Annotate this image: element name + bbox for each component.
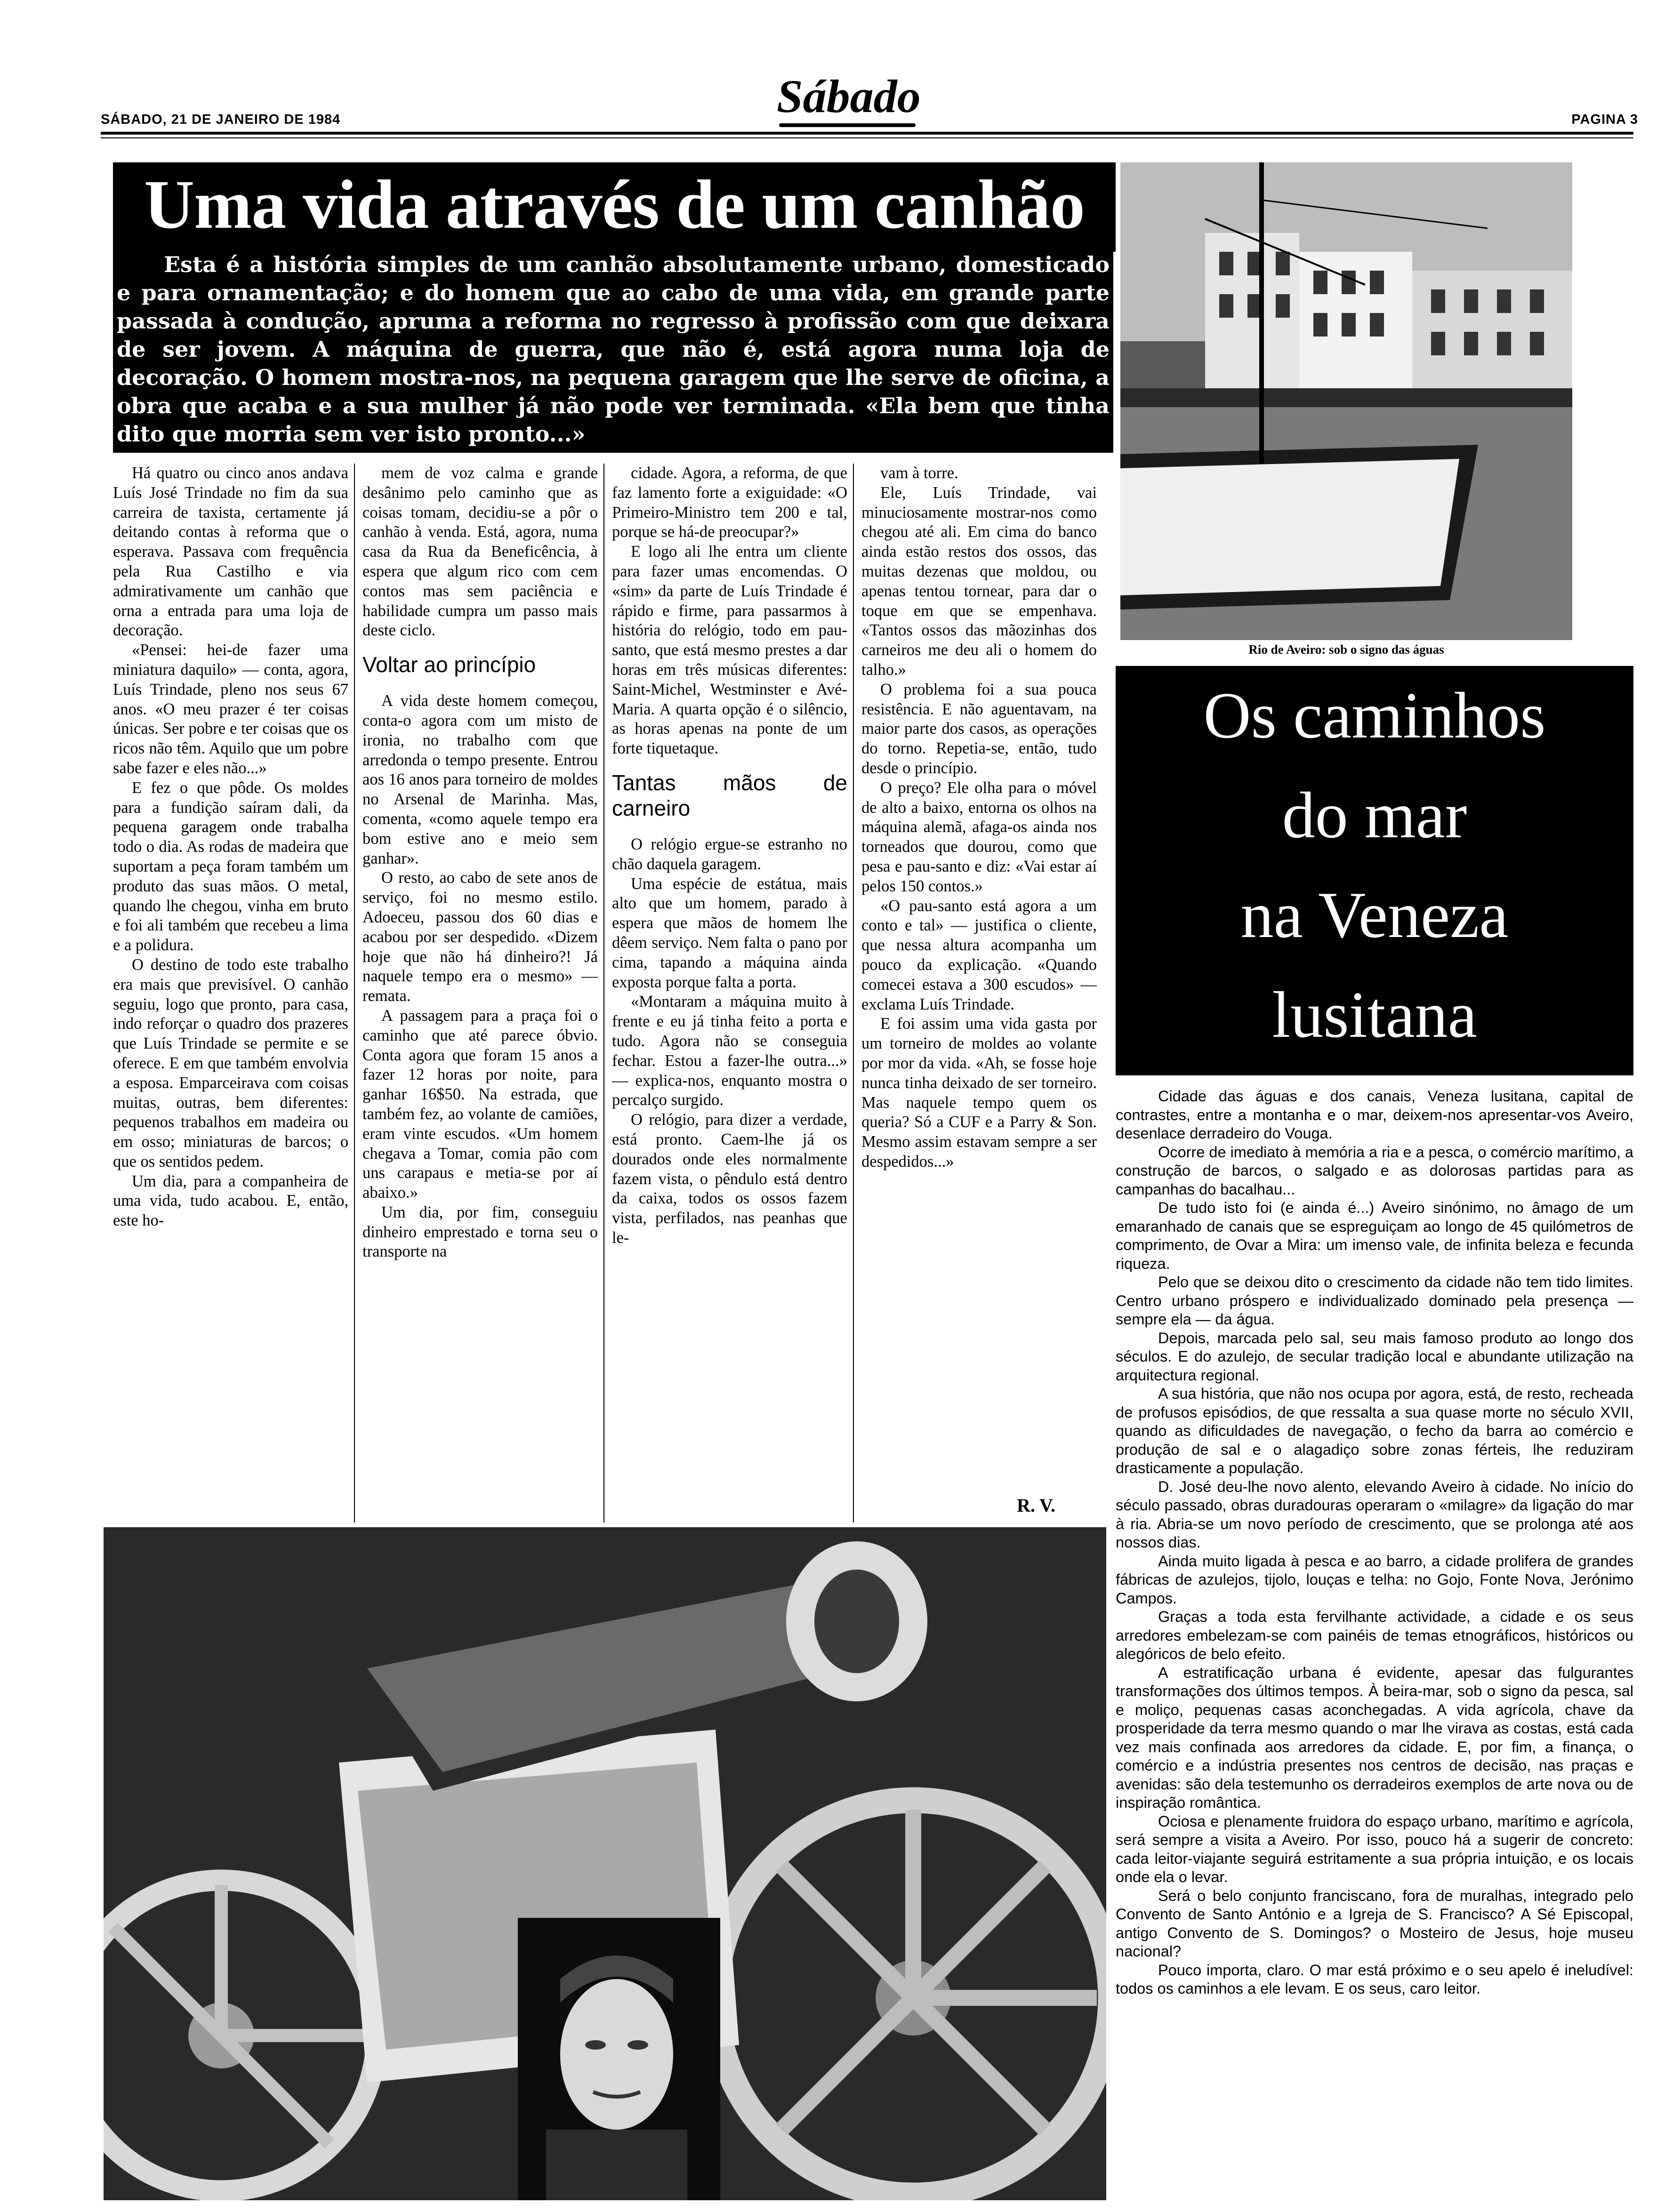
article2-title (1116, 666, 1633, 1065)
cannon-illustration (104, 1527, 1106, 2200)
paragraph: Ainda muito ligada à pesca e ao barro, a cidade prolifera de grandes fábricas de azulejos, tijolo, louças e telha: no Gojo, Fonte Nova, Jerónimo Campos. (1116, 1552, 1633, 1607)
paragraph: «Pensei: hei-de fazer uma miniatura daquilo» — conta, agora, Luís Trindade, pleno nos seus 67 anos. «O meu prazer é ter coisas únicas. Ser pobre e ter coisas que os ricos não têm. Aquilo que um pobre sabe fazer e eles não...» (113, 641, 348, 777)
paragraph: Pelo que se deixou dito o crescimento da cidade não tem tido limites. Centro urbano próspero e individualizado dominado pela presença — sempre ela — da água. (1116, 1274, 1633, 1328)
paragraph: Depois, marcada pelo sal, seu mais famoso produto ao longo dos séculos. E do azulejo, de secular tradição local e abundante utilização na arquitectura regional. (1116, 1329, 1633, 1384)
issue-date: SÁBADO, 21 DE JANEIRO DE 1984 (101, 112, 341, 127)
article-title: Uma vida através de um canhão (144, 166, 1085, 243)
title-line: lusitana (1272, 978, 1477, 1051)
paragraph: «O pau-santo está agora a um conto e tal» — justifica o cliente, que nessa altura acompanha um pouco da explicação. «Quando comecei estava a 300 escudos» — exclama Luís Trindade. (861, 897, 1097, 1013)
paragraph: O resto, ao cabo de sete anos de serviço, foi no mesmo estilo. Adoeceu, passou dos 60 dias e acabou por ser despedido. «Dizem hoje que não há dinheiro?! Já naquele tempo era o mesmo» — remata. (362, 869, 598, 1005)
paragraph: A sua história, que não nos ocupa por agora, está, de resto, recheada de profusos episódios, de que ressalta a sua quase morte no século XVII, quando as dificuldades de navegação, o fecho da barra ao comércio e produção de sal e o alagadiço sobre zonas férteis, lhe reduziram drasticamente a população. (1116, 1385, 1633, 1476)
subheading: Tantas mãos de carneiro (612, 770, 847, 820)
paragraph: E fez o que pôde. Os moldes para a fundição saíram dali, da pequena garagem onde trabalha todo o dia. As rodas de madeira que suportam a peça foram também um produto das suas mãos. O metal, quando lhe chegou, vinha em bruto e foi ali também que recebeu a lima e a polidura. (113, 778, 348, 954)
paragraph: E logo ali lhe entra um cliente para fazer umas encomendas. O «sim» da parte de Luís Trindade é rápido e firme, para passarmos à história do relógio, todo em pau-santo, que está mesmo prestes a dar horas em três músicas diferentes: Saint-Michel, Westminster e Avé-Maria. A quarta opção é o silêncio, as horas apenas na ponte de um forte tiquetaque. (612, 543, 847, 758)
aveiro-harbor-photo (1120, 162, 1572, 640)
header-rule-thin (101, 137, 1633, 138)
author-signature: R. V. (1017, 1495, 1055, 1516)
column-rule (853, 464, 854, 1523)
paragraph: E foi assim uma vida gasta por um torneiro de moldes ao volante por mor da vida. «Ah, se fosse hoje nunca tinha deixado de ser torneiro. Mas naquele tempo quem os queria? Só a CUF e a Parry & Son. Mesmo assim estavam sempre a ser despedidos...» (861, 1015, 1097, 1170)
paragraph: Graças a toda esta fervilhante actividade, a cidade e os seus arredores embelezam-se com painéis de temas etnográficos, históricos ou alegóricos de belo efeito. (1116, 1608, 1633, 1662)
paragraph: mem de voz calma e grande desânimo pelo caminho que as coisas tomam, decidiu-se a pôr o canhão à venda. Está, agora, numa casa da Rua da Beneficência, à espera que algum rico com cem contos mas sem paciência e habilidade cumpra um passo mais deste ciclo. (362, 464, 598, 640)
paragraph: Há quatro ou cinco anos andava Luís José Trindade no fim da sua carreira de taxista, certamente já deitando contas à reforma que o esperava. Passava com frequência pela Rua Castilho e via admirativamente um canhão que orna a entrada para uma loja de decoração. (113, 464, 348, 640)
title-line: Os caminhos (1203, 679, 1546, 752)
paragraph: O relógio, para dizer a verdade, está pronto. Caem-lhe já os dourados onde eles normalmente fazem vista, o pêndulo está dentro da caixa, todos os ossos fazem vista, perfilados, nas peanhas que le- (612, 1111, 847, 1247)
cannon-workshop-photo (104, 1527, 1106, 2200)
aveiro-harbor-illustration (1120, 162, 1572, 640)
column-rule (603, 464, 604, 1523)
paragraph: Cidade das águas e dos canais, Veneza lusitana, capital de contrastes, entre a montanha e o mar, deixem-nos apresentar-vos Aveiro, desenlace derradeiro do Vouga. (1116, 1088, 1633, 1142)
paragraph: A vida deste homem começou, conta-o agora com um misto de ironia, no trabalho com que arredonda o tempo presente. Entrou aos 16 anos para torneiro de moldes no Arsenal de Marinha. Mas, comenta, «como aquele tempo era bom estive ano e meio sem ganhar». (362, 692, 598, 867)
paragraph: O destino de todo este trabalho era mais que previsível. O canhão seguiu, logo que pronto, para casa, indo reforçar o quadro dos prazeres que Luís Trindade se permite e se oferece. E em que também envolvia a esposa. Emparceirava com coisas muitas, outras, bem diferentes: pequenos trabalhos em madeira ou em osso; miniaturas de barcos; o que os sentidos pedem. (113, 955, 348, 1170)
paragraph: Uma espécie de estátua, mais alto que um homem, parado à espera que mãos de homem lhe dêem serviço. Nem falta o pano por cima, tapando a máquina ainda exposta porque falta a porta. (612, 874, 847, 991)
paragraph: vam à torre. (880, 464, 958, 482)
paragraph: «Montaram a máquina muito à frente e eu já tinha feito a porta e tudo. Agora não se conseguia fechar. Estou a fazer-lhe outra...» — explica-nos, enquanto mostra o percalço surgido. (612, 993, 847, 1109)
paragraph: O problema foi a sua pouca resistência. E não aguentavam, na maior parte dos casos, as operações do torno. Repetia-se, então, tudo desde o princípio. (861, 680, 1097, 777)
article-column-4 (861, 464, 1097, 1490)
paragraph: A passagem para a praça foi o caminho que até parece óbvio. Conta agora que foram 15 anos a fazer 12 horas por noite, para ganhar 16$50. Na estrada, que também fez, ao volante de camiões, eram vinte escudos. «Um homem chegava a Tomar, comia pão com uns carapaus e metia-se por aí abaixo.» (362, 1006, 598, 1202)
paragraph: Um dia, para a companheira de uma vida, tudo acabou. E, então, este ho- (113, 1172, 348, 1230)
header-rule (101, 132, 1633, 135)
masthead-underline (779, 123, 916, 127)
paragraph: O preço? Ele olha para o móvel de alto a baixo, entorna os olhos na máquina alemã, afaga-os ainda nos torneados que dourou, como que pesa e pau-santo e diz: «Vai estar aí pelos 150 contos.» (861, 778, 1097, 895)
photo-caption: Rio de Aveiro: sob o signo das águas (1248, 642, 1444, 657)
paragraph: cidade. Agora, a reforma, de que faz lamento forte a exiguidade: «O Primeiro-Ministro tem 200 e tal, porque se há-de preocupar?» (612, 464, 847, 541)
paragraph: Um dia, por fim, conseguiu dinheiro emprestado e torna seu o transporte na (362, 1203, 598, 1261)
paragraph: Será o belo conjunto franciscano, fora de muralhas, integrado pelo Convento de Santo António e a Igreja de S. Francisco? A Sé Episcopal, antigo Convento de S. Domingos? o Mosteiro de Jesus, hoje museu nacional? (1116, 1887, 1633, 1960)
article-column-1 (113, 464, 348, 1523)
title-line: na Veneza (1240, 879, 1509, 952)
masthead-logo: Sábado (777, 70, 921, 122)
paragraph: Ele, Luís Trindade, vai minuciosamente mostrar-nos como chegou até ali. Em cima do banco ainda estão restos dos ossos, das muitas dezenas que moldou, ou apenas tentou tornear, para dar o toque em que se empenhava. «Tantos ossos das mãozinhas dos carneiros me deu ali o homem do talho.» (861, 483, 1097, 679)
article2-body (1116, 1087, 1633, 2203)
page-number: PAGINA 3 (1571, 112, 1638, 127)
column-rule (354, 464, 355, 1523)
paragraph: Ocorre de imediato à memória a ria e a pesca, o comércio marítimo, a construção de barcos, o salgado e as dolorosas partidas para as campanhas do bacalhau... (1116, 1143, 1633, 1198)
subheading: Voltar ao princípio (362, 652, 536, 677)
paragraph: Ociosa e plenamente fruidora do espaço urbano, marítimo e agrícola, será sempre a visita a Aveiro. Por isso, pouco há a sugerir de concreto: cada leitor-viajante seguirá estritamente a sua própria intuição, e os locais onde ela o levar. (1116, 1812, 1633, 1885)
title-line: do mar (1282, 779, 1467, 852)
lead-text: Esta é a história simples de um canhão absolutamente urbano, domesticado e para ornamentação; e do homem que ao cabo de uma vida, em grande parte passada à condução, apruma a reforma no regresso à profissão com que deixara de ser jovem. A máquina de guerra, que não é, está agora numa loja de decoração. O homem mostra-nos, na pequena garagem que lhe serve de oficina, a obra que acaba e a sua mulher já não pode ver terminada. «Ela bem que tinha dito que morria sem ver isto pronto...» (117, 252, 1110, 447)
paragraph: O relógio ergue-se estranho no chão daquela garagem. (612, 835, 847, 873)
paragraph: Pouco importa, claro. O mar está próximo e o seu apelo é ineludível: todos os caminhos a ele levam. E os seus, caro leitor. (1116, 1961, 1633, 1997)
paragraph: A estratificação urbana é evidente, apesar das fulgurantes transformações dos últimos tempos. À beira-mar, sob o signo da pesca, sal e moliço, pequenas casas aconchegadas. A vida agrícola, chave da prosperidade da terra mesmo quando o mar lhe virava as costas, está cada vez mais confinada aos arredores da cidade. E, por fim, a finança, o comércio e a indústria presentes nos centros de decisão, nas praças e avenidas: são dela testemunho os derradeiros exemplos de arte nova ou de inspiração romântica. (1116, 1664, 1633, 1811)
paragraph: De tudo isto foi (e ainda é...) Aveiro sinónimo, no âmago de um emaranhado de canais que se espreguiçam ao longo de 45 quilómetros de comprimento, de Ovar a Mira: um imenso vale, de infinita beleza e fecunda riqueza. (1116, 1199, 1633, 1272)
article-column-2 (362, 464, 598, 1523)
article-column-3 (612, 464, 847, 1523)
article-lead (113, 250, 1113, 453)
paragraph: D. José deu-lhe novo alento, elevando Aveiro à cidade. No início do século passado, obras duradouras operaram o «milagre» da ligação do mar à ria. Abria-se um novo período de crescimento, que se prolonga até aos nossos dias. (1116, 1478, 1633, 1551)
